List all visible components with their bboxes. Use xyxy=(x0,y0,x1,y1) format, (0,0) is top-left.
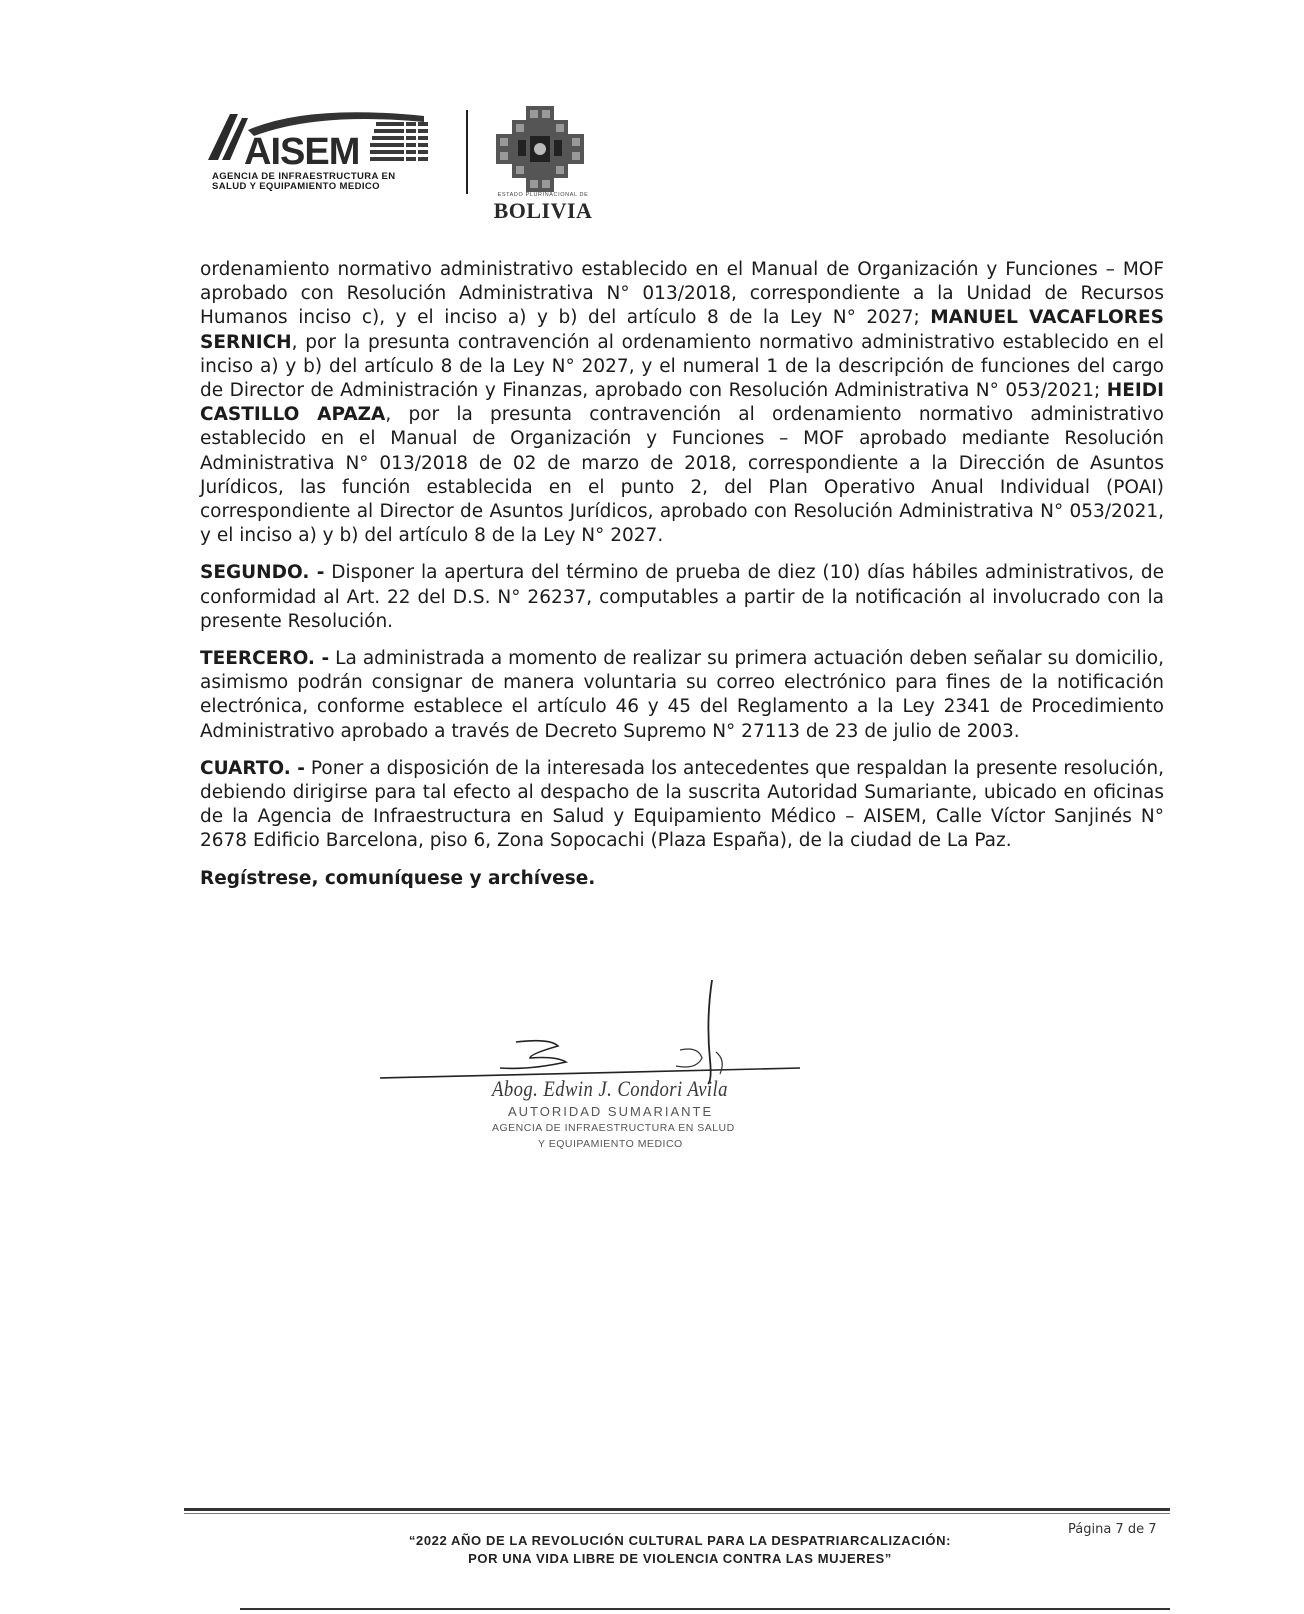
segundo-label: SEGUNDO. - xyxy=(200,562,325,584)
signatory-role: AUTORIDAD SUMARIANTE xyxy=(508,1104,714,1119)
paragraph-text: ordenamiento normativo administrativo establecido en el Manual de Organización y Funciones – MOF aprobado con Resolución Administrativa N° 013/2018, correspondiente a la Unidad de Recursos Humanos inciso c), y el inciso a) y b) del artículo 8 de la Ley N° 2027; xyxy=(200,259,1164,329)
closing-formula: Regístrese, comuníquese y archívese. xyxy=(200,867,596,889)
footer-rule-thin xyxy=(184,1513,1170,1514)
signature-block xyxy=(380,980,820,1160)
signatory-name: Abog. Edwin J. Condori Avila xyxy=(492,1076,728,1101)
paragraph-tercero xyxy=(200,647,1164,744)
segundo-text: Disponer la apertura del término de prueba de diez (10) días hábiles administrativos, de conformidad al Art. 22 del D.S. N° 26237, computables a partir de la notificación al involucrado con la presente Resolución. xyxy=(200,562,1164,632)
bolivia-name: BOLIVIA xyxy=(493,198,593,223)
signatory-agency-line2: Y EQUIPAMIENTO MEDICO xyxy=(538,1138,683,1150)
tercero-text: La administrada a momento de realizar su primera actuación deben señalar su domicilio, asimismo podrán consignar de manera voluntaria su correo electrónico para fines de la notificación electrónica, conforme establece el artículo 46 y 45 del Reglamento a la Ley 2341 de Procedimiento Administrativo aprobado a través de Decreto Supremo N° 27113 de 23 de julio de 2003. xyxy=(200,648,1164,742)
bolivia-chakana-emblem-icon xyxy=(496,106,584,192)
footer-rule xyxy=(184,1508,1170,1511)
paragraph-cuarto xyxy=(200,757,1164,854)
header-divider xyxy=(466,110,468,194)
paragraph-text: , por la presunta contravención al ordenamiento normativo administrativo establecido en el inciso a) y b) del artículo 8 de la Ley N° 2027, y el numeral 1 de la descripción de funciones del cargo de Director de Administración y Finanzas, aprobado con Resolución Administrativa N° 053/2021; xyxy=(200,331,1164,402)
aisem-subtitle-line1: AGENCIA DE INFRAESTRUCTURA EN xyxy=(212,171,396,182)
bolivia-caption: ESTADO PLURINACIONAL DE xyxy=(497,192,589,198)
tercero-label: TEERCERO. - xyxy=(200,648,330,670)
paragraph-segundo xyxy=(200,561,1164,634)
paragraph-text: , por la presunta contravención al ordenamiento normativo administrativo establecido en el Manual de Organización y Funciones – MOF aprobado mediante Resolución Administrativa N° 013/2018 de 02 de marzo de 2018, correspondiente a la Dirección de Asuntos Jurídicos, las función establecida en el punto 2, del Plan Operativo Anual Individual (POAI) correspondiente al Director de Asuntos Jurídicos, aprobado con Resolución Administrativa N° 053/2021, y el inciso a) y b) del artículo 8 de la Ley N° 2027. xyxy=(200,404,1164,547)
aisem-logo-graphic xyxy=(208,108,444,172)
cuarto-label: CUARTO. - xyxy=(200,757,305,779)
aisem-logo xyxy=(208,108,444,196)
footer-motto xyxy=(300,1532,1060,1568)
person-name: HEIDI CASTILLO APAZA xyxy=(200,380,1164,426)
footer-motto-line1: “2022 AÑO DE LA REVOLUCIÓN CULTURAL PARA LA DESPATRIARCALIZACIÓN: xyxy=(408,1533,952,1548)
resolution-body xyxy=(200,258,1164,891)
person-name: MANUEL VACAFLORES SERNICH xyxy=(200,307,1164,353)
cuarto-text: Poner a disposición de la interesada los antecedentes que respaldan la presente resolución, debiendo dirigirse para tal efecto al despacho de la suscrita Autoridad Sumariante, ubicado en oficinas de la Agencia de Infraestructura en Salud y Equipamiento Médico – AISEM, Calle Víctor Sanjinés N° 2678 Edificio Barcelona, piso 6, Zona Sopocachi (Plaza España), de la ciudad de La Paz. xyxy=(200,757,1164,852)
footer-motto-line2: POR UNA VIDA LIBRE DE VIOLENCIA CONTRA LAS MUJERES” xyxy=(468,1551,892,1566)
aisem-subtitle xyxy=(212,172,452,192)
signatory-agency-line1: AGENCIA DE INFRAESTRUCTURA EN SALUD xyxy=(492,1122,735,1134)
aisem-subtitle-line2: SALUD Y EQUIPAMIENTO MEDICO xyxy=(212,181,380,192)
paragraph-continuation xyxy=(200,258,1164,548)
aisem-wordmark: AISEM xyxy=(244,131,360,172)
scan-bottom-edge xyxy=(240,1608,1170,1610)
page-number: Página 7 de 7 xyxy=(1068,1522,1157,1537)
